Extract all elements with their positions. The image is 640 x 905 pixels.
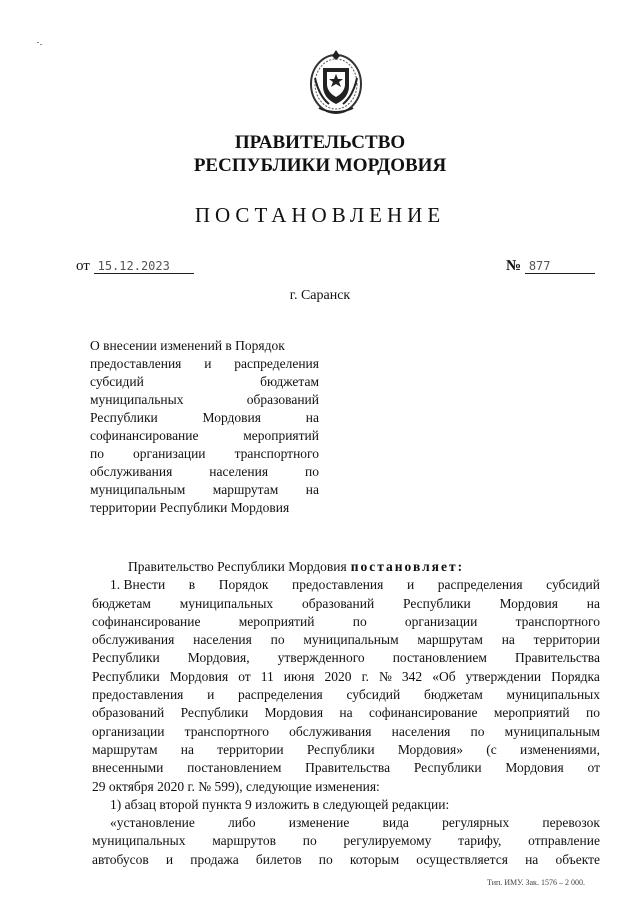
body-word: которым	[349, 851, 400, 867]
body-line	[92, 723, 600, 741]
body-word: Правительства	[305, 760, 391, 776]
body-word: Республики	[180, 705, 249, 721]
subject-word: муниципальных	[90, 392, 184, 407]
number-prefix: №	[506, 258, 522, 274]
body-word: тарифу,	[458, 833, 502, 849]
date-value: 15.12.2023	[94, 259, 194, 274]
body-word: субсидий	[346, 687, 401, 703]
body-word: №	[379, 668, 392, 684]
body-word: отправление	[528, 833, 600, 849]
subject-line	[90, 427, 319, 445]
preamble-keyword: постановляет:	[350, 559, 465, 574]
body-word: г.	[361, 668, 369, 684]
subject-word: Республики	[90, 410, 158, 425]
body-word: июня	[283, 668, 315, 684]
body-word: осуществляется	[416, 851, 508, 867]
subject-word: по	[305, 464, 319, 479]
body-word: Мордовия	[169, 668, 229, 684]
body-text	[92, 558, 600, 869]
body-word: маршрутов	[212, 833, 276, 849]
body-word: Правительства	[515, 650, 600, 666]
subject-line	[90, 337, 319, 355]
body-word: субсидий	[546, 577, 600, 593]
body-word: Республики	[92, 650, 160, 666]
body-word: утверждении	[465, 668, 542, 684]
number-line	[506, 258, 595, 275]
body-line	[92, 741, 600, 759]
body-line	[92, 649, 600, 667]
body-word: на	[180, 741, 194, 757]
body-word: мероприятий	[493, 705, 570, 721]
subject-word: мероприятий	[243, 428, 319, 443]
body-word: продажа	[190, 851, 239, 867]
body-word: Мордовия	[505, 760, 564, 776]
subject-word: по	[90, 446, 104, 461]
body-word: и	[207, 687, 215, 703]
body-word: населения	[391, 723, 451, 739]
body-word: перевозок	[542, 815, 600, 831]
body-line	[92, 576, 600, 594]
body-word: от	[587, 760, 600, 776]
body-word: Порядок	[218, 577, 269, 593]
number-value: 877	[525, 259, 595, 274]
body-word: и	[165, 851, 174, 867]
body-word: 11	[260, 668, 274, 684]
body-word: Порядка	[551, 668, 600, 684]
body-word: по	[470, 723, 485, 739]
subject-word: предоставления	[90, 356, 182, 371]
subject-line	[90, 463, 319, 481]
subject-word: территории Республики Мордовия	[90, 500, 290, 515]
subject-line	[90, 409, 319, 427]
body-word: распределения	[437, 577, 523, 593]
scan-speck	[37, 42, 42, 45]
body-word: Республики	[413, 760, 482, 776]
body-line	[92, 704, 600, 722]
body-word: 342	[401, 668, 423, 684]
subject-word: бюджетам	[260, 374, 319, 389]
body-word: по	[318, 851, 333, 867]
subject-word: маршрутам	[212, 482, 279, 497]
body-word: от	[238, 668, 251, 684]
subject-line	[90, 355, 319, 373]
body-word: территории	[217, 741, 284, 757]
body-word: внесенными	[92, 760, 164, 776]
body-word: муниципальным	[504, 723, 600, 739]
body-word: по	[270, 632, 285, 648]
body-word: образований	[301, 595, 375, 611]
subject-word: на	[305, 410, 319, 425]
body-word: маршрутам	[92, 741, 158, 757]
subject-word: Мордовия	[202, 410, 261, 425]
body-word: муниципальным	[303, 632, 399, 648]
body-word: билетов	[255, 851, 302, 867]
date-prefix: от	[76, 258, 90, 274]
body-word: территории	[533, 632, 600, 648]
body-word: автобусов	[92, 851, 149, 867]
body-word: либо	[228, 815, 256, 831]
body-word: утвержденного	[277, 650, 365, 666]
body-word: и	[406, 577, 415, 593]
government-title-line2: РЕСПУБЛИКИ МОРДОВИЯ	[193, 155, 447, 176]
body-word: транспортного	[184, 723, 270, 739]
body-word: организации	[92, 723, 165, 739]
body-word: муниципальных	[506, 687, 600, 703]
body-word: вида	[382, 815, 409, 831]
body-line	[92, 759, 600, 777]
subject-word: и	[204, 356, 212, 371]
date-line	[76, 258, 194, 275]
document-type-heading: ПОСТАНОВЛЕНИЕ	[194, 203, 446, 227]
body-word: предоставления	[92, 687, 184, 703]
body-word: Мордовия	[499, 595, 558, 611]
body-word: населения	[193, 632, 252, 648]
body-word: 2020	[324, 668, 352, 684]
body-word: 29 октября 2020 г. № 599), следующие изменения:	[92, 778, 380, 794]
body-word: предоставления	[291, 577, 384, 593]
print-note: Тип. ИМУ. Зак. 1576 – 2 000.	[487, 878, 585, 887]
body-word: образований	[92, 705, 165, 721]
body-word: в	[188, 577, 196, 593]
body-word: Мордовия	[264, 705, 324, 721]
body-word: обслуживания	[289, 723, 372, 739]
body-word: (с	[486, 741, 497, 757]
body-word: транспортного	[515, 613, 600, 629]
body-word: «установление	[110, 815, 195, 831]
subject-line	[90, 481, 319, 499]
subject-word: образований	[246, 392, 319, 407]
body-word: Мордовия»	[397, 741, 463, 757]
body-word: муниципальных	[92, 833, 186, 849]
subject-line	[90, 499, 319, 517]
subject-word: софинансирование	[90, 428, 199, 443]
body-line	[92, 631, 600, 649]
body-word: 1. Внести	[110, 577, 166, 593]
body-line	[92, 796, 600, 814]
body-line	[92, 595, 600, 613]
body-word: по	[585, 705, 600, 721]
subject-word: О внесении изменений в Порядок	[90, 338, 285, 353]
subject-word: распределения	[234, 356, 319, 371]
body-word: на	[525, 851, 539, 867]
body-word: на	[339, 705, 353, 721]
body-line	[92, 668, 600, 686]
body-word: бюджетам	[423, 687, 483, 703]
government-title-line1: ПРАВИТЕЛЬСТВО	[234, 132, 406, 153]
body-word: на	[586, 595, 600, 611]
subject-block	[90, 337, 319, 517]
subject-word: муниципальным	[90, 482, 186, 497]
body-word: Республики	[306, 741, 375, 757]
subject-word: субсидий	[90, 374, 144, 389]
subject-word: транспортного	[234, 446, 319, 461]
subject-word: населения	[209, 464, 269, 479]
body-word: распределения	[238, 687, 323, 703]
body-word: бюджетам	[92, 595, 151, 611]
subject-line	[90, 391, 319, 409]
body-word: регулируемому	[343, 833, 432, 849]
subject-word: обслуживания	[90, 464, 173, 479]
body-word: Республики	[402, 595, 471, 611]
body-line	[92, 814, 600, 832]
coat-of-arms-emblem	[309, 48, 363, 116]
body-word: по	[302, 833, 317, 849]
body-word: изменение	[288, 815, 350, 831]
body-word: Республики	[92, 668, 160, 684]
subject-word: на	[305, 482, 319, 497]
body-word: Мордовия,	[187, 650, 250, 666]
body-word: по	[352, 613, 367, 629]
body-line	[92, 778, 600, 796]
body-word: «Об	[432, 668, 456, 684]
body-word: муниципальных	[179, 595, 274, 611]
body-word: софинансирование	[92, 613, 201, 629]
body-word: на	[501, 632, 515, 648]
body-line	[92, 613, 600, 631]
body-word: обслуживания	[92, 632, 175, 648]
city-line: г. Саранск	[289, 288, 351, 303]
body-line	[92, 832, 600, 850]
body-word: постановлением	[187, 760, 282, 776]
preamble-text: Правительство Республики Мордовия	[128, 559, 347, 574]
body-word: изменениями,	[520, 741, 600, 757]
body-word: маршрутам	[417, 632, 483, 648]
subject-word: организации	[133, 446, 206, 461]
preamble-line	[92, 558, 600, 576]
body-word: мероприятий	[238, 613, 315, 629]
body-line	[92, 851, 600, 869]
body-word: регулярных	[442, 815, 510, 831]
body-line	[92, 686, 600, 704]
body-word: организации	[404, 613, 478, 629]
body-word: 1) абзац второй пункта 9 изложить в следующей редакции:	[110, 796, 450, 812]
body-word: постановлением	[392, 650, 487, 666]
body-word: объекте	[555, 851, 600, 867]
subject-line	[90, 373, 319, 391]
subject-line	[90, 445, 319, 463]
body-word: софинансирование	[368, 705, 478, 721]
